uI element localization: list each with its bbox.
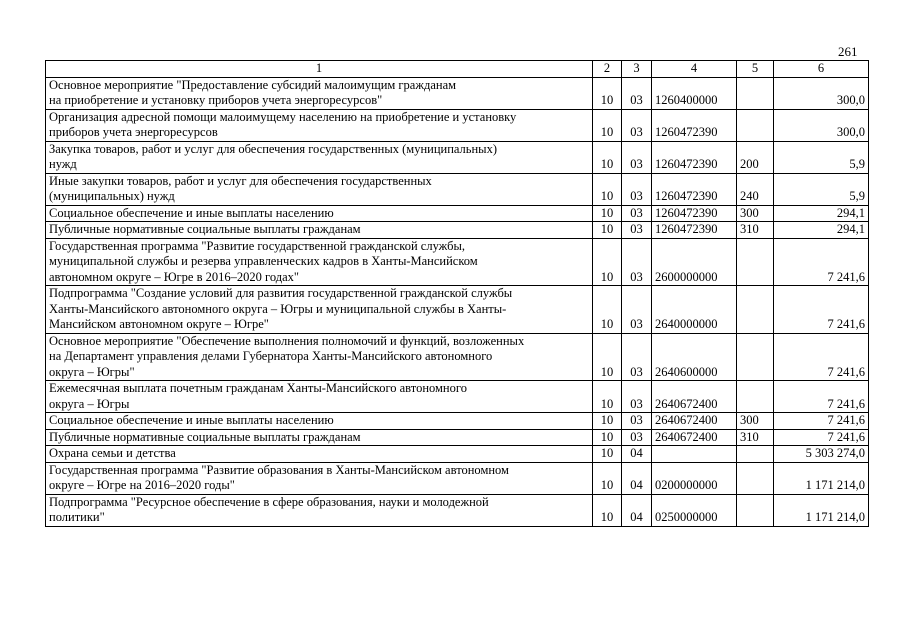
row-name-line: на приобретение и установку приборов учета энергоресурсов": [49, 93, 383, 107]
row-subsection: 03: [622, 109, 652, 141]
row-name-line: Основное мероприятие "Обеспечение выполнения полномочий и функций, возложенных: [49, 333, 525, 348]
row-name-line: политики": [49, 510, 105, 524]
row-target-code: 0200000000: [652, 462, 737, 494]
row-target-code: [652, 446, 737, 463]
row-subsection: 03: [622, 205, 652, 222]
header-col-5: 5: [737, 61, 774, 78]
table-row: [46, 238, 869, 286]
table-row: [46, 205, 869, 222]
row-target-code: 2640672400: [652, 413, 737, 430]
row-amount: 7 241,6: [774, 238, 869, 286]
row-name-line: Закупка товаров, работ и услуг для обеспечения государственных (муниципальных): [49, 141, 497, 156]
row-subsection: 03: [622, 141, 652, 173]
row-name-line: Публичные нормативные социальные выплаты гражданам: [49, 429, 361, 444]
row-name: [46, 446, 593, 463]
row-target-code: 0250000000: [652, 494, 737, 526]
row-section: 10: [593, 286, 622, 334]
row-subsection: 03: [622, 381, 652, 413]
row-name-line: Мансийском автономном округе – Югре": [49, 317, 269, 331]
row-target-code: 1260472390: [652, 222, 737, 239]
row-name: [46, 77, 593, 109]
row-name: [46, 173, 593, 205]
table-header-row: [46, 61, 869, 78]
table-row: [46, 109, 869, 141]
row-name-line: Охрана семьи и детства: [49, 446, 176, 460]
row-target-code: 2640672400: [652, 429, 737, 446]
row-target-code: 2600000000: [652, 238, 737, 286]
table-row: [46, 413, 869, 430]
row-name-line: Иные закупки товаров, работ и услуг для обеспечения государственных: [49, 173, 432, 188]
row-section: 10: [593, 413, 622, 430]
table-row: [46, 381, 869, 413]
table-row: [46, 429, 869, 446]
table-row: [46, 173, 869, 205]
row-name-line: Основное мероприятие "Предоставление субсидий малоимущим гражданам: [49, 77, 457, 92]
row-amount: 300,0: [774, 77, 869, 109]
row-amount: 7 241,6: [774, 429, 869, 446]
row-name: [46, 222, 593, 239]
row-name-line: Подпрограмма "Ресурсное обеспечение в сфере образования, науки и молодежной: [49, 494, 489, 509]
row-target-code: 1260472390: [652, 173, 737, 205]
row-amount: 5,9: [774, 141, 869, 173]
row-expense-type: 300: [737, 205, 774, 222]
header-col-4: 4: [652, 61, 737, 78]
row-subsection: 03: [622, 173, 652, 205]
row-section: 10: [593, 494, 622, 526]
row-subsection: 03: [622, 333, 652, 381]
row-subsection: 03: [622, 238, 652, 286]
row-name-line: округа – Югры": [49, 364, 135, 379]
header-col-3: 3: [622, 61, 652, 78]
row-name-line: на Департамент управления делами Губернатора Ханты-Мансийского автономного: [49, 349, 493, 363]
table-row: [46, 286, 869, 334]
row-expense-type: [737, 494, 774, 526]
row-subsection: 03: [622, 413, 652, 430]
row-amount: 7 241,6: [774, 333, 869, 381]
row-amount: 5 303 274,0: [774, 446, 869, 463]
row-amount: 7 241,6: [774, 286, 869, 334]
table-row: [46, 141, 869, 173]
row-section: 10: [593, 141, 622, 173]
row-name: [46, 109, 593, 141]
row-target-code: 2640600000: [652, 333, 737, 381]
row-expense-type: [737, 381, 774, 413]
row-name-line: Социальное обеспечение и иные выплаты населению: [49, 205, 334, 220]
row-name: [46, 429, 593, 446]
row-section: 10: [593, 205, 622, 222]
row-expense-type: [737, 77, 774, 109]
row-amount: 5,9: [774, 173, 869, 205]
row-name-line: Государственная программа "Развитие образования в Ханты-Мансийском автономном: [49, 462, 509, 477]
row-amount: 294,1: [774, 222, 869, 239]
row-amount: 1 171 214,0: [774, 462, 869, 494]
row-name: [46, 413, 593, 430]
row-amount: 300,0: [774, 109, 869, 141]
row-name-line: Подпрограмма "Создание условий для развития государственной гражданской службы: [49, 286, 513, 300]
table-row: [46, 222, 869, 239]
table-row: [46, 494, 869, 526]
row-amount: 7 241,6: [774, 381, 869, 413]
table-row: [46, 462, 869, 494]
row-target-code: 2640000000: [652, 286, 737, 334]
row-expense-type: [737, 238, 774, 286]
row-name-line: (муниципальных) нужд: [49, 189, 175, 203]
row-section: 10: [593, 333, 622, 381]
row-name-line: Организация адресной помощи малоимущему населению на приобретение и установку: [49, 109, 517, 124]
row-subsection: 03: [622, 429, 652, 446]
row-name: [46, 462, 593, 494]
row-section: 10: [593, 173, 622, 205]
row-subsection: 04: [622, 446, 652, 463]
row-section: 10: [593, 446, 622, 463]
table-row: [46, 446, 869, 463]
row-section: 10: [593, 238, 622, 286]
row-name: [46, 205, 593, 222]
row-section: 10: [593, 462, 622, 494]
page-number: 261: [838, 44, 858, 59]
row-target-code: 1260472390: [652, 205, 737, 222]
row-name-line: автономном округе – Югре в 2016–2020 годах": [49, 269, 299, 284]
row-name-line: нужд: [49, 157, 77, 171]
row-name: [46, 494, 593, 526]
header-col-1: 1: [46, 61, 593, 78]
row-name: [46, 238, 593, 286]
row-expense-type: [737, 462, 774, 494]
header-col-6: 6: [774, 61, 869, 78]
row-name: [46, 381, 593, 413]
table-row: [46, 77, 869, 109]
row-target-code: 1260472390: [652, 109, 737, 141]
row-target-code: 1260472390: [652, 141, 737, 173]
row-section: 10: [593, 109, 622, 141]
row-section: 10: [593, 222, 622, 239]
row-name-line: Государственная программа "Развитие государственной гражданской службы,: [49, 238, 466, 253]
row-name-line: Ханты-Мансийского автономного округа – Югры и муниципальной службы в Ханты-: [49, 301, 507, 316]
row-subsection: 04: [622, 494, 652, 526]
row-amount: 7 241,6: [774, 413, 869, 430]
row-name-line: округа – Югры: [49, 396, 130, 411]
row-target-code: 2640672400: [652, 381, 737, 413]
row-expense-type: [737, 286, 774, 334]
row-expense-type: [737, 446, 774, 463]
row-name-line: Ежемесячная выплата почетным гражданам Ханты-Мансийского автономного: [49, 381, 467, 395]
row-subsection: 03: [622, 77, 652, 109]
row-section: 10: [593, 381, 622, 413]
row-expense-type: 310: [737, 429, 774, 446]
row-section: 10: [593, 77, 622, 109]
row-amount: 1 171 214,0: [774, 494, 869, 526]
row-expense-type: 310: [737, 222, 774, 239]
row-name: [46, 333, 593, 381]
row-expense-type: 240: [737, 173, 774, 205]
row-name-line: муниципальной службы и резерва управленческих кадров в Ханты-Мансийском: [49, 254, 478, 268]
row-target-code: 1260400000: [652, 77, 737, 109]
row-name-line: округе – Югре на 2016–2020 годы": [49, 478, 235, 492]
row-name-line: Социальное обеспечение и иные выплаты населению: [49, 413, 334, 427]
row-expense-type: [737, 333, 774, 381]
row-name: [46, 286, 593, 334]
row-expense-type: 300: [737, 413, 774, 430]
row-name: [46, 141, 593, 173]
row-section: 10: [593, 429, 622, 446]
budget-table: [45, 60, 869, 527]
row-expense-type: [737, 109, 774, 141]
row-subsection: 04: [622, 462, 652, 494]
row-name-line: приборов учета энергоресурсов: [49, 125, 218, 139]
header-col-2: 2: [593, 61, 622, 78]
table-row: [46, 333, 869, 381]
row-subsection: 03: [622, 222, 652, 239]
row-expense-type: 200: [737, 141, 774, 173]
row-subsection: 03: [622, 286, 652, 334]
row-amount: 294,1: [774, 205, 869, 222]
row-name-line: Публичные нормативные социальные выплаты гражданам: [49, 222, 361, 236]
